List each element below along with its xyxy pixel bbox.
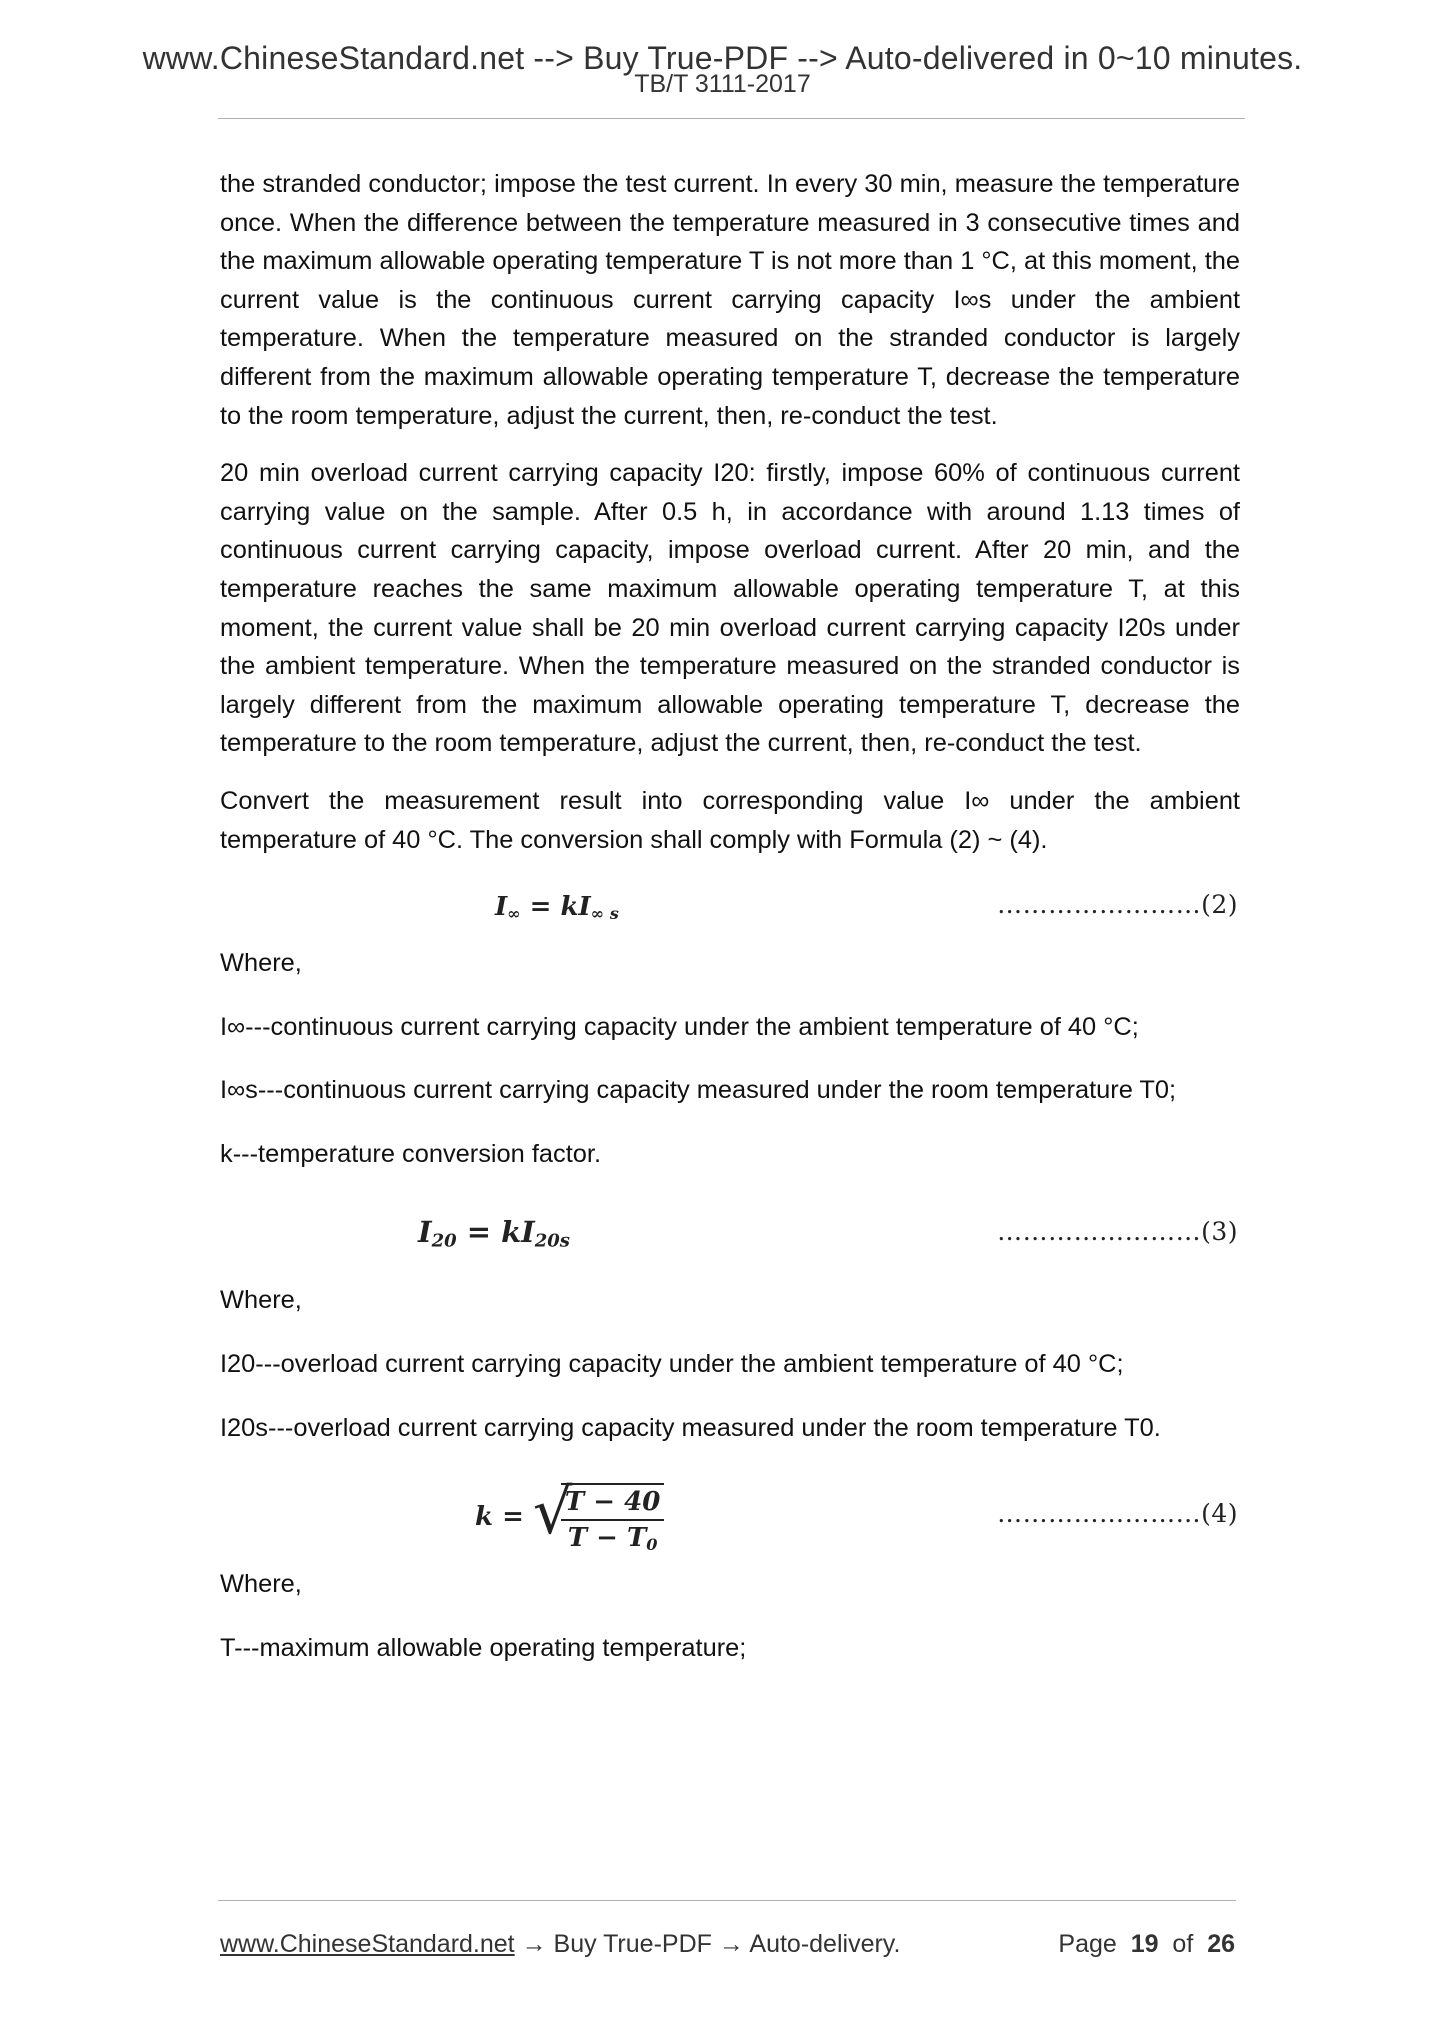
where-label-3: Where, (220, 1570, 302, 1599)
footer-rule (218, 1900, 1236, 1901)
definition-i20: I20---overload current carrying capacity under the ambient temperature of 40 °C; (220, 1350, 1124, 1379)
paragraph-conversion: Convert the measurement result into corresponding value I∞ under the ambient temperature of 40 °C. The conversion shall comply with Formula (2) ~ (4). (220, 786, 1240, 854)
formula-2-expression: $I_\infty = kI_{\infty s}$ (495, 892, 619, 924)
document-body (220, 165, 1240, 1667)
definition-t: T---maximum allowable operating temperature; (220, 1633, 747, 1662)
paragraph-overload-current: 20 min overload current carrying capacity I20: firstly, impose 60% of continuous current carrying value on the sample. After 0.5 h, in accordance with around 1.13 times of continuous current carrying capacity, impose overload current. After 20 min, and the temperature reaches the same maximum allowable operating temperature T, at this moment, the current value shall be 20 min overload current carrying capacity I20s under the ambient temperature. When the temperature measured on the stranded conductor is largely different from the maximum allowable operating temperature T, decrease the temperature to the room temperature, adjust the current, then, re-conduct the test. (220, 459, 1240, 758)
footer-text: → Buy True-PDF → Auto-delivery. (514, 1930, 901, 1958)
paragraph-continuous-current: the stranded conductor; impose the test current. In every 30 min, measure the temperature once. When the difference between the temperature measured in 3 consecutive times and the maximum allowable operating temperature T is not more than 1 °C, at this moment, the current value is the continuous current carrying capacity I∞s under the ambient temperature. When the temperature measured on the stranded conductor is largely different from the maximum allowable operating temperature T, decrease the temperature to the room temperature, adjust the current, then, re-conduct the test. (220, 170, 1240, 430)
definition-i20s: I20s---overload current carrying capacity measured under the room temperature T0. (220, 1413, 1161, 1442)
formula-2 (220, 884, 1240, 944)
header-rule (218, 118, 1245, 119)
footer-link[interactable]: www.ChineseStandard.net (220, 1930, 515, 1958)
square-root: √ $\frac{T - 40}{T - T_0}$ (533, 1483, 664, 1553)
formula-4-number: ……………………(4) (997, 1499, 1238, 1529)
where-label-1: Where, (220, 949, 302, 978)
standard-number: TB/T 3111-2017 (634, 70, 811, 98)
formula-2-number: ……………………(2) (997, 890, 1238, 920)
where-label-2: Where, (220, 1286, 302, 1315)
formula-3-expression: $I_{20} = kI_{20s}$ (418, 1215, 570, 1252)
header-banner: www.ChineseStandard.net --> Buy True-PDF --> Auto-delivered in 0~10 minutes. (142, 40, 1303, 76)
definition-i-inf: I∞---continuous current carrying capacity under the ambient temperature of 40 °C; (220, 1012, 1139, 1041)
formula-3-number: ……………………(3) (997, 1217, 1238, 1247)
fraction: $\frac{T - 40}{T - T_0}$ (561, 1487, 664, 1553)
page-indicator: Page 19 of 26 (1058, 1930, 1235, 1958)
page-footer (220, 1930, 1235, 1959)
formula-4-expression: k = √ $\frac{T - 40}{T - T_0}$ (475, 1483, 664, 1553)
formula-4 (220, 1475, 1240, 1565)
definition-i-inf-s: I∞s---continuous current carrying capacity measured under the room temperature T0; (220, 1076, 1177, 1105)
formula-3 (220, 1201, 1240, 1281)
definition-k: k---temperature conversion factor. (220, 1139, 602, 1168)
